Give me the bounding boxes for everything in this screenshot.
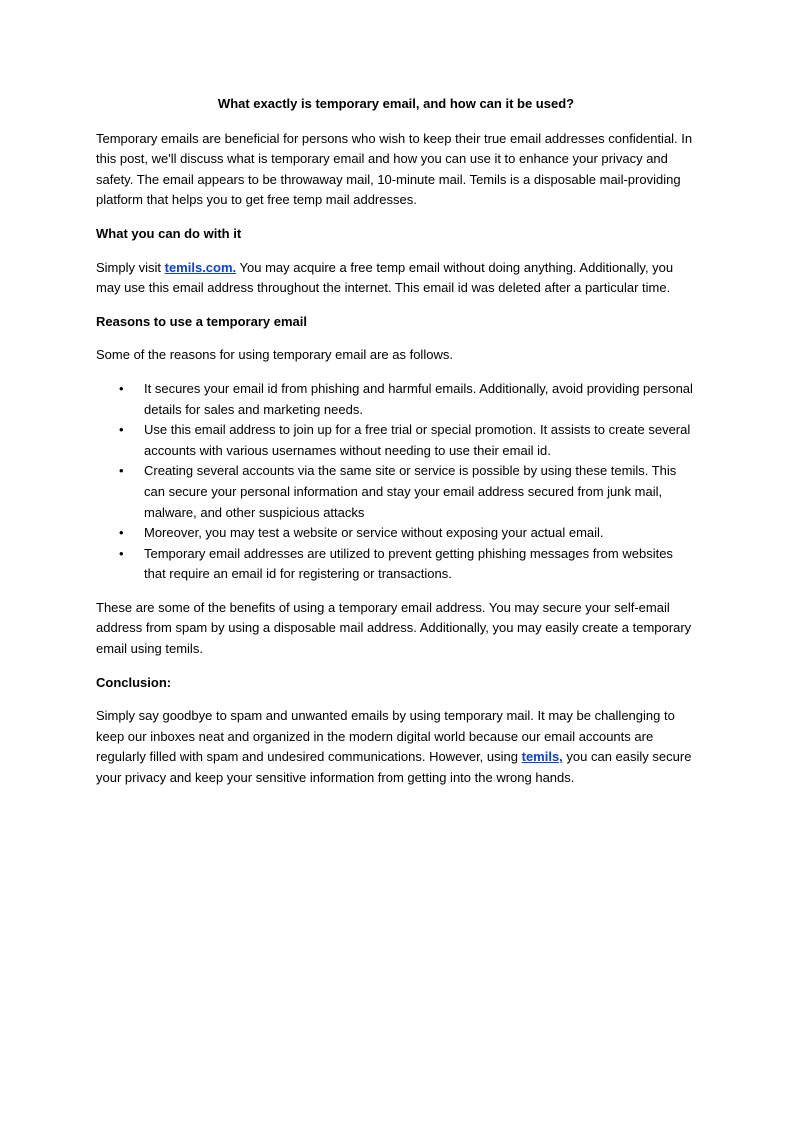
what-you-can-do-heading: What you can do with it <box>96 225 242 241</box>
what-text-before: Simply visit <box>96 259 165 275</box>
list-item <box>96 461 696 523</box>
temils-com-link[interactable]: temils.com. <box>164 259 237 275</box>
list-item <box>96 523 696 544</box>
conclusion-text-after: you can easily secure your privacy and keep your sensitive information from getting into the wrong hands. <box>96 749 692 786</box>
list-item <box>96 379 696 420</box>
conclusion-heading: Conclusion: <box>96 674 172 690</box>
list-item <box>96 420 696 461</box>
list-item-text: Moreover, you may test a website or service without exposing your actual email. <box>144 525 604 541</box>
list-item-text: Use this email address to join up for a free trial or special promotion. It assists to create several accounts with various usernames without needing to use their email id. <box>144 422 691 458</box>
what-you-can-do-paragraph <box>96 258 696 299</box>
bullet-icon: • <box>119 525 124 541</box>
reasons-heading: Reasons to use a temporary email <box>96 313 307 329</box>
temils-link[interactable]: temils, <box>521 749 563 765</box>
reasons-list <box>96 379 696 585</box>
list-item-text: Creating several accounts via the same site or service is possible by using these temils. This can secure your personal information and stay your email address secured from junk mail, malware, and other suspicious attacks <box>144 463 677 520</box>
conclusion-paragraph <box>96 706 696 788</box>
page-title: What exactly is temporary email, and how can it be used? <box>217 96 575 111</box>
bullet-icon: • <box>119 380 124 396</box>
document-page <box>96 94 696 802</box>
reasons-lead-paragraph: Some of the reasons for using temporary email are as follows. <box>96 347 453 363</box>
intro-paragraph: Temporary emails are beneficial for persons who wish to keep their true email addresses confidential. In this post, we'll discuss what is temporary email and how you can use it to enhance your privacy and safety. The email appears to be throwaway mail, 10-minute mail. Temils is a disposable mail-providing platform that helps you to get free temp mail addresses. <box>96 130 693 208</box>
list-item <box>96 544 696 585</box>
bullet-icon: • <box>119 422 124 438</box>
conclusion-text-before: Simply say goodbye to spam and unwanted emails by using temporary mail. It may be challenging to keep our inboxes neat and organized in the modern digital world because our email accounts are regularly filled with spam and undesired communications. However, using <box>96 708 675 765</box>
reasons-summary-paragraph: These are some of the benefits of using a temporary email address. You may secure your self-email address from spam by using a disposable mail address. Additionally, you may easily create a temporary email using temils. <box>96 599 692 657</box>
list-item-text: Temporary email addresses are utilized to prevent getting phishing messages from websites that require an email id for registering or transactions. <box>144 545 673 582</box>
list-item-text: It secures your email id from phishing and harmful emails. Additionally, avoid providing personal details for sales and marketing needs. <box>144 380 693 417</box>
what-text-after: You may acquire a free temp email without doing anything. Additionally, you may use this email address throughout the internet. This email id was deleted after a particular time. <box>96 259 674 296</box>
bullet-icon: • <box>119 463 124 479</box>
bullet-icon: • <box>119 545 124 561</box>
